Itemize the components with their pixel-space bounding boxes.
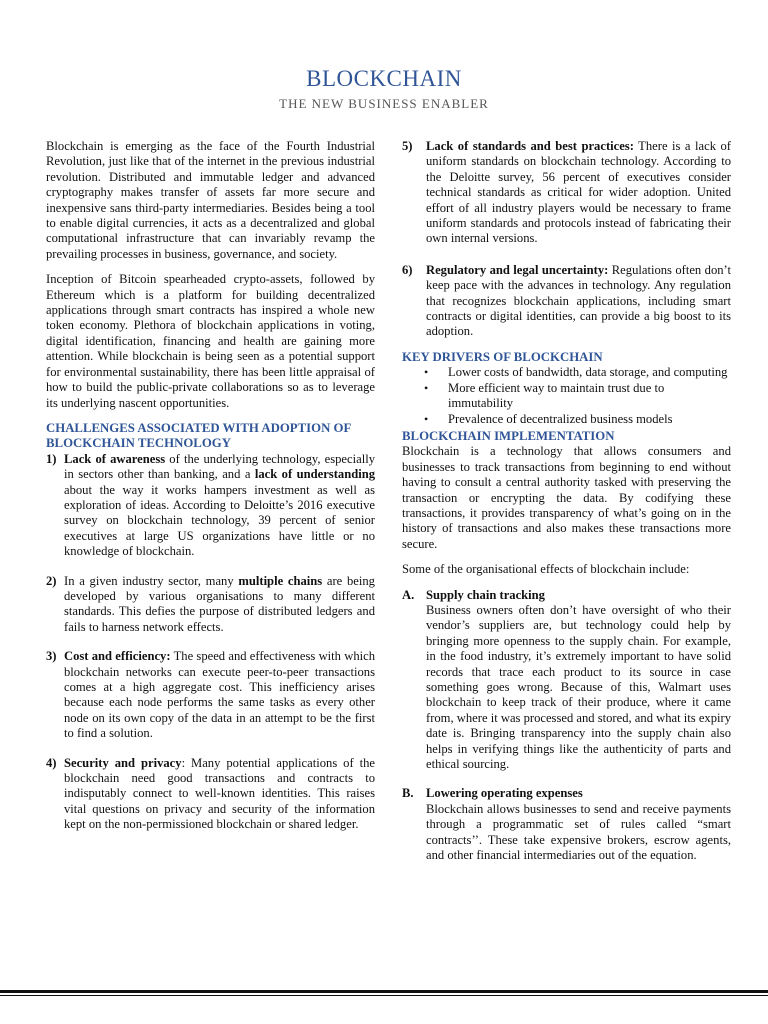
item-text: In a given industry sector, many — [64, 573, 239, 588]
driver-text: Prevalence of decentralized business models — [448, 411, 673, 426]
item-number: A. — [402, 587, 415, 602]
list-item — [402, 786, 731, 863]
list-item — [46, 452, 375, 560]
item-text: Regulations often don’t keep pace with the advances in technology. Any regulation that recognizes blockchain applications, including smart contracts or digital identities, can provide a big boost to its adoption. — [426, 262, 732, 339]
intro-paragraph-1: Blockchain is emerging as the face of the Fourth Industrial Revolution, just like that of the internet in the previous industrial revolution. Distributed and immutable ledger and advanced cryptography makes transfer of assets far more secure and inexpensive sans third-party intermediaries. Besides being a tool to enable digital currencies, it acts as a decentralized and global computational infrastructure that can invariably revamp the prevailing processes in business, governance, and society. — [46, 139, 375, 261]
drivers-list — [402, 365, 731, 427]
list-item — [402, 365, 731, 380]
item-title: Lowering operating expenses — [426, 786, 583, 801]
bullet-icon: • — [424, 411, 429, 426]
right-column — [402, 139, 731, 877]
item-bold: Regulatory and legal uncertainty: — [426, 262, 609, 277]
page-title: BLOCKCHAIN — [306, 66, 462, 91]
list-item — [46, 756, 375, 833]
item-bold: Lack of awareness — [64, 451, 166, 466]
item-text: : Many potential applications of the blockchain need good transactions and contracts to indisputably connect to well-known identities. This raises vital questions on privacy and security of the information kept on the non-permissioned blockchain or shared ledger. — [64, 755, 375, 832]
left-column — [46, 139, 375, 847]
item-text: Business owners often don’t have oversight of who their vendor’s suppliers are, but technology could help by bringing more openness to the supply chain. For example, in the food industry, it’s extremely important to have solid records that trace each product to its source in case something goes wrong. Because of this, Walmart uses blockchain to keep track of their produce, where it came from, where it was processed and stored, and what its expiry date is. Bringing transparency into the supply chain also helps in verifying things like the authenticity of parts and ethical sourcing. — [426, 602, 731, 772]
item-text: of the underlying technology, especially in sectors other than banking, and a — [64, 451, 375, 482]
page-subtitle: THE NEW BUSINESS ENABLER — [279, 96, 489, 111]
list-item — [46, 574, 375, 636]
list-item — [402, 412, 731, 427]
item-text: There is a lack of uniform standards on blockchain technology. According to the Deloitte survey, 56 percent of executives consider technical standards as critical for wider adoption. United effort of all industry players would be necessary to frame uniform standards and protocols instead of fabricating their own internal versions. — [426, 139, 731, 246]
item-bold: Security and privacy — [64, 755, 182, 770]
item-number: 4) — [46, 755, 57, 770]
implementation-heading: BLOCKCHAIN IMPLEMENTATION — [402, 428, 615, 443]
item-bold: Cost and efficiency: — [64, 649, 171, 664]
list-item — [402, 263, 731, 340]
implementation-paragraph-1: Blockchain is a technology that allows consumers and businesses to track transactions from beginning to end without having to consult a central authority tasked with preserving the transaction or encrypting the data. By codifying these transactions, it provides transparency of what’s going on in the history of transactions and also makes these transactions more secure. — [402, 444, 731, 551]
challenges-list-continued — [402, 139, 731, 340]
item-number: B. — [402, 786, 414, 801]
item-number: 3) — [46, 649, 57, 664]
item-number: 1) — [46, 451, 57, 466]
item-text: are being developed by various organisations to many different standards. This defies the purpose of distributed ledgers and fails to harness network effects. — [64, 573, 375, 634]
challenges-list — [46, 452, 375, 833]
item-text: The speed and effectiveness with which blockchain networks can execute peer-to-peer transactions comes at a high aggregate cost. This inefficiency arises because each node performs the same tasks as every other node on its own copy of the data in an attempt to be the first to find a solution. — [64, 649, 375, 741]
item-title: Supply chain tracking — [426, 587, 545, 602]
footer-rule-thin — [0, 995, 768, 996]
intro-paragraph-2: Inception of Bitcoin spearheaded crypto-assets, followed by Ethereum which is a platform for building decentralized applications through smart contracts has inspired a whole new token economy. Plethora of blockchain applications in voting, digital identification, financing and health are gaining more attention. While blockchain is being seen as a potential support for environmental sustainability, there has been little appraisal of how to build the public-private collaborations so as to leverage its underlying nascent opportunities. — [46, 272, 375, 410]
item-number: 6) — [402, 262, 413, 277]
driver-text: Lower costs of bandwidth, data storage, and computing — [448, 365, 728, 380]
item-bold: lack of understanding — [254, 467, 375, 482]
driver-text: More efficient way to maintain trust due to immutability — [448, 380, 665, 411]
item-number: 2) — [46, 573, 57, 588]
bullet-icon: • — [424, 380, 429, 395]
challenges-heading: CHALLENGES ASSOCIATED WITH ADOPTION OF BLOCKCHAIN TECHNOLOGY — [46, 420, 351, 451]
implementation-paragraph-2: Some of the organisational effects of blockchain include: — [402, 562, 690, 577]
item-bold: multiple chains — [238, 573, 323, 588]
list-item — [46, 649, 375, 741]
item-number: 5) — [402, 139, 413, 153]
footer-rule-thick — [0, 990, 768, 993]
effects-list — [402, 588, 731, 864]
drivers-heading: KEY DRIVERS OF BLOCKCHAIN — [402, 349, 603, 364]
item-text: about the way it works hampers investment as well as exploration of ideas. According to Deloitte’s 2016 executive survey on blockchain technology, 39 percent of senior executives at large US organizations have little or no knowledge of blockchain. — [64, 482, 375, 559]
list-item — [402, 381, 731, 412]
list-item — [402, 588, 731, 773]
item-text: Blockchain allows businesses to send and receive payments through a programmatic set of rules called “smart contracts’’. These take expensive brokers, escrow agents, and other financial intermediaries out of the equation. — [426, 801, 731, 863]
bullet-icon: • — [424, 365, 429, 380]
item-bold: Lack of standards and best practices: — [426, 139, 634, 153]
list-item — [402, 139, 731, 247]
